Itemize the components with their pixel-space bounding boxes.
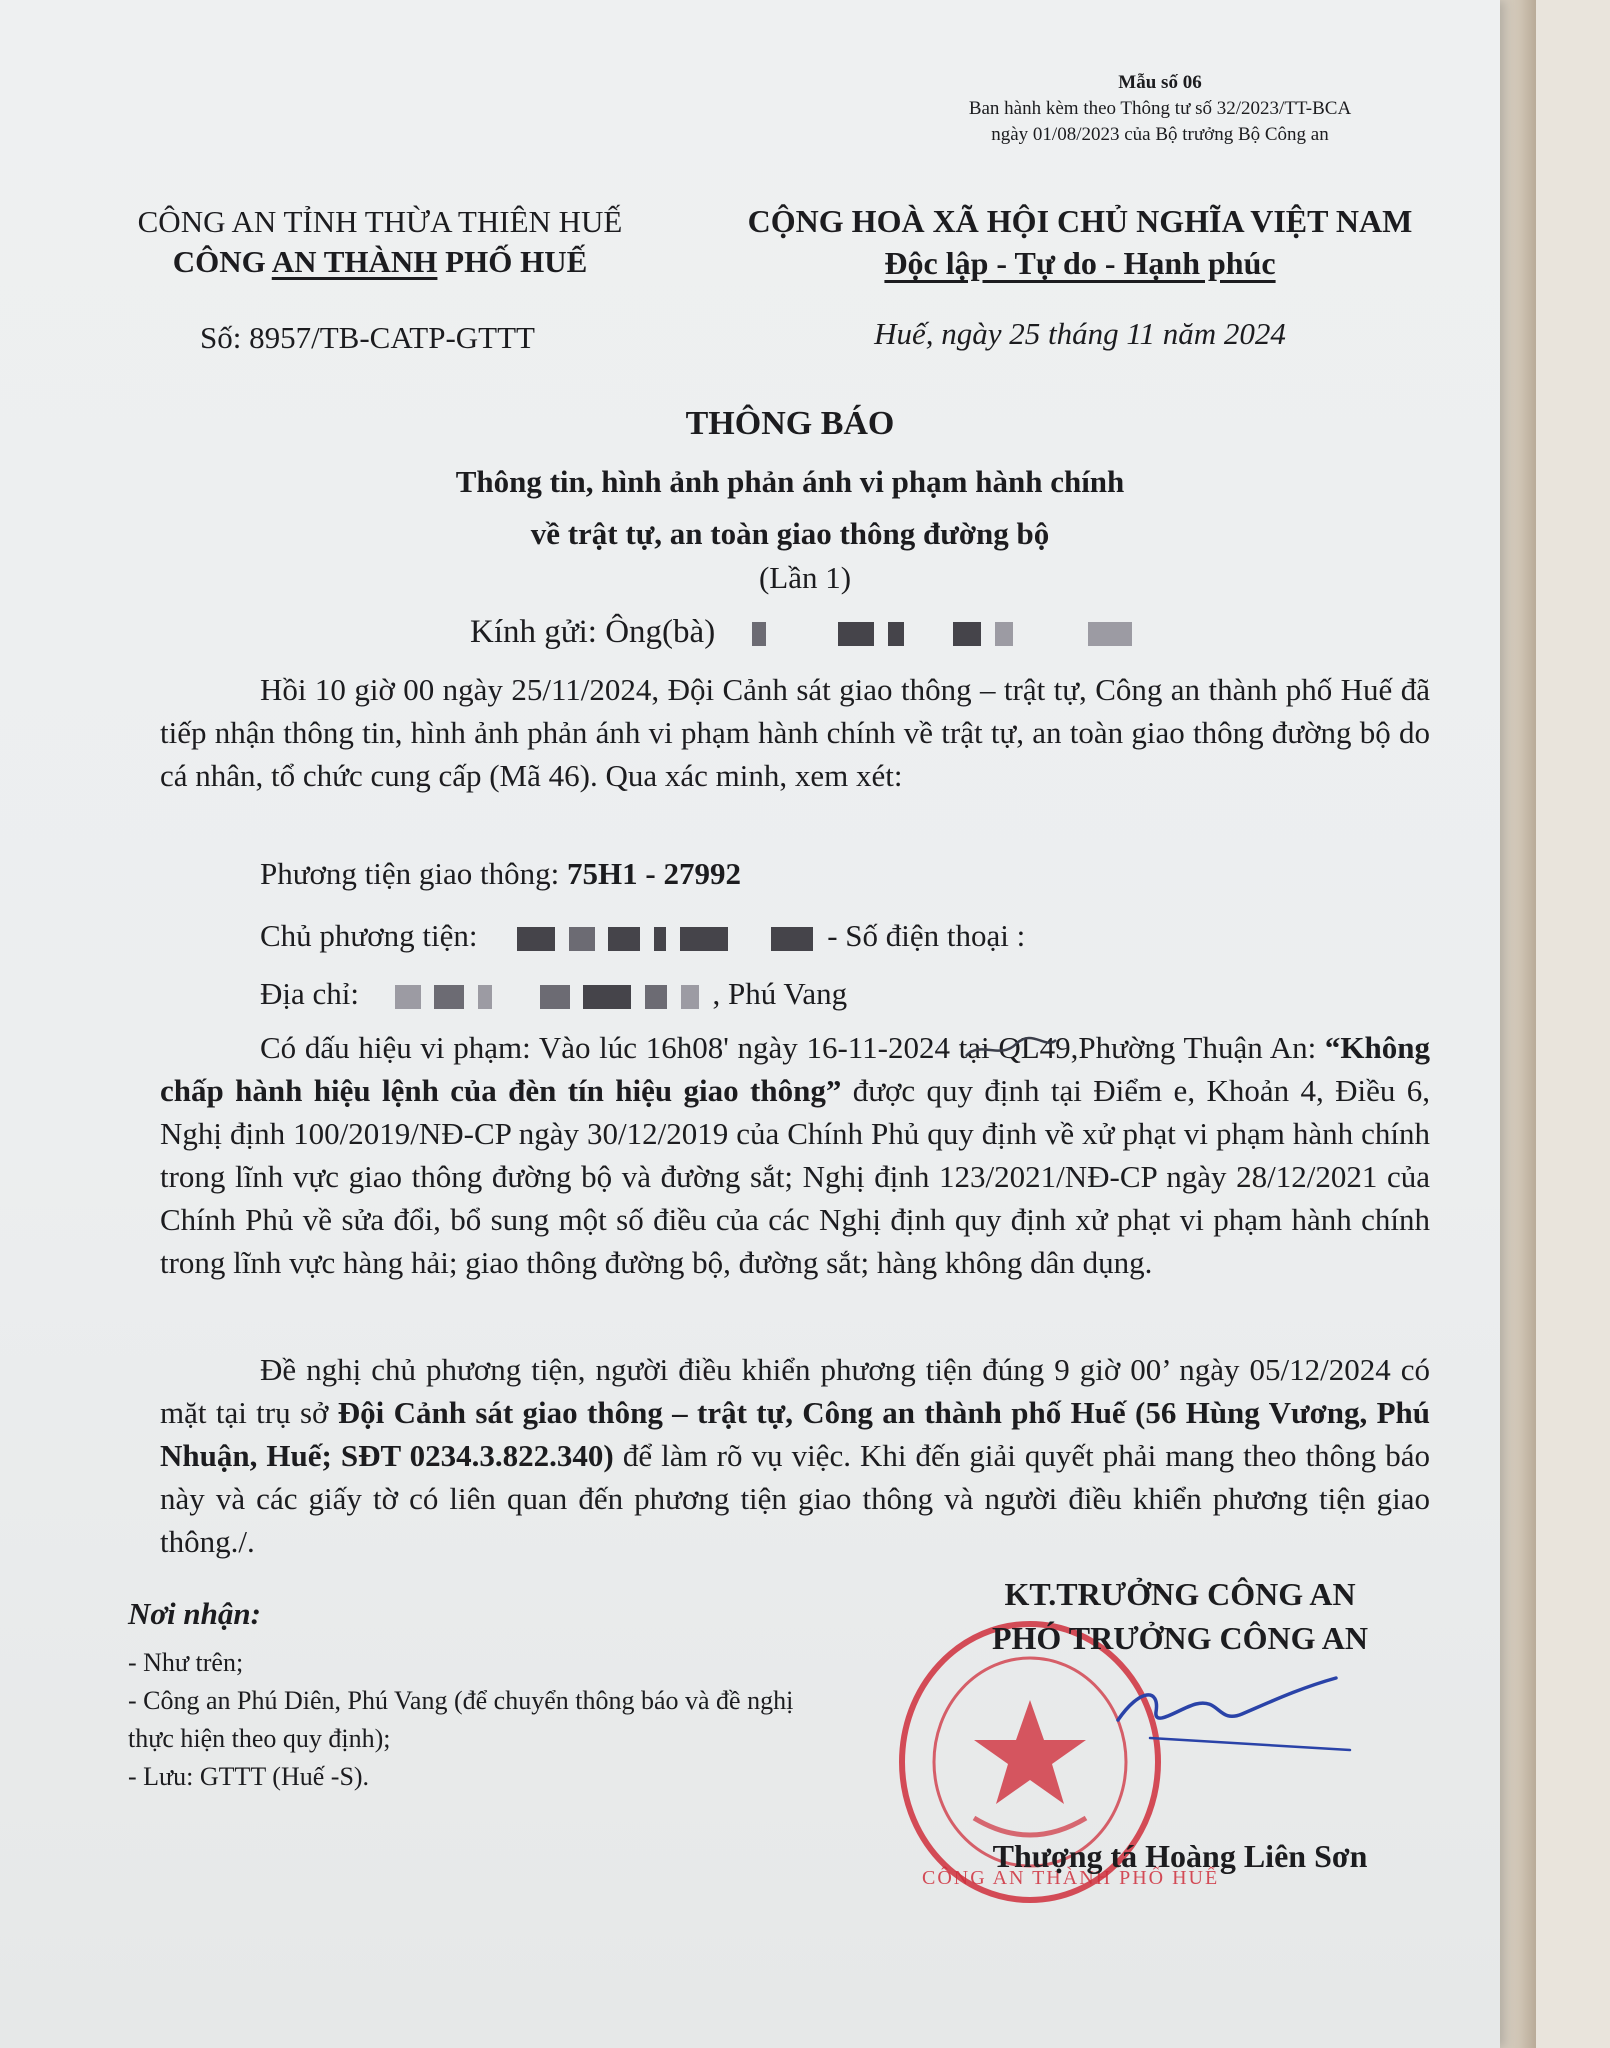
request-paragraph (160, 1348, 1430, 1563)
form-issued-line2: ngày 01/08/2023 của Bộ trưởng Bộ Công an (991, 124, 1329, 145)
redacted-block (752, 622, 766, 646)
redacted-block (540, 985, 570, 1009)
document-title: THÔNG BÁO (685, 405, 895, 442)
redacted-block (654, 927, 666, 951)
redacted-block (478, 985, 492, 1009)
owner-label: Chủ phương tiện: (260, 918, 478, 953)
redacted-block (888, 622, 904, 646)
redacted-block (583, 985, 631, 1009)
notice-attempt: (Lần 1) (758, 560, 852, 595)
subtitle-line1: Thông tin, hình ảnh phản ánh vi phạm hành chính (455, 464, 1125, 499)
redacted-block (569, 927, 595, 951)
address-tail: , Phú Vang (712, 976, 848, 1011)
document-number: Số: 8957/TB-CATP-GTTT (200, 320, 535, 355)
agency-name-part1: CÔNG (172, 244, 272, 279)
redacted-block (995, 622, 1013, 646)
redacted-block (953, 622, 981, 646)
form-issued-line1: Ban hành kèm theo Thông tư số 32/2023/TT-BCA (968, 98, 1352, 119)
recipient-item: - Như trên; (128, 1648, 244, 1677)
recipients-list (128, 1644, 828, 1796)
national-heading (700, 200, 1460, 284)
request-location: Đội Cảnh sát giao thông – trật tự, Công an thành phố Huế (56 Hùng Vương, Phú Nhuận, Huế; SĐT 0234.3.822.340) (160, 1395, 1431, 1473)
nation-name: CỘNG HOÀ XÃ HỘI CHỦ NGHĨA VIỆT NAM (747, 203, 1413, 239)
form-number: Mẫu số 06 (1118, 72, 1202, 93)
signature-title-1: KT.TRƯỞNG CÔNG AN (1004, 1576, 1356, 1612)
national-motto: Độc lập - Tự do - Hạnh phúc (884, 245, 1276, 281)
violation-type: “Không chấp hành hiệu lệnh của đèn tín hiệu giao thông” (160, 1030, 1430, 1108)
request-text-2: để làm rõ vụ việc. Khi đến giải quyết phải mang theo thông báo này và các giấy tờ có liên quan đến phương tiện giao thông và người điều khiển phương tiện giao thông./. (160, 1438, 1430, 1559)
agency-name (100, 242, 660, 282)
address-line (260, 976, 847, 1012)
recipient-item: - Lưu: GTTT (Huế -S). (128, 1762, 370, 1791)
place-date: Huế, ngày 25 tháng 11 năm 2024 (874, 316, 1286, 351)
agency-parent: CÔNG AN TỈNH THỪA THIÊN HUẾ (137, 204, 623, 239)
background-edge (1496, 0, 1536, 2048)
signature-block (930, 1572, 1430, 1660)
violation-text-2: được quy định tại Điểm e, Khoản 4, Điều 6, Nghị định 100/2019/NĐ-CP ngày 30/12/2019 của Chính Phủ quy định về xử phạt vi phạm hành chính trong lĩnh vực giao thông đường bộ và đường sắt; Nghị định 123/2021/NĐ-CP ngày 28/12/2021 của Chính Phủ về sửa đổi, bổ sung một số điều của các Nghị định quy định xử phạt vi phạm hành chính trong lĩnh vực hàng hải; giao thông đường bộ, đường sắt; hàng không dân dụng. (160, 1073, 1431, 1280)
form-reference (880, 70, 1440, 148)
vehicle-line (260, 856, 741, 892)
recipient-label: Kính gửi: Ông(bà) (470, 614, 716, 650)
address-label: Địa chỉ: (260, 976, 359, 1011)
violation-text-1: Có dấu hiệu vi phạm: Vào lúc 16h08' ngày 16-11-2024 tại QL49,Phường Thuận An: (260, 1030, 1325, 1065)
subtitle-line2: về trật tự, an toàn giao thông đường bộ (530, 516, 1050, 551)
intro-paragraph: Hồi 10 giờ 00 ngày 25/11/2024, Đội Cảnh sát giao thông – trật tự, Công an thành phố Huế đã tiếp nhận thông tin, hình ảnh phản ánh vi phạm hành chính về trật tự, an toàn giao thông đường bộ do cá nhân, tổ chức cung cấp (Mã 46). Qua xác minh, xem xét: (160, 672, 1430, 793)
vehicle-label: Phương tiện giao thông: (260, 856, 568, 891)
signer-name: Thượng tá Hoàng Liên Sơn (992, 1838, 1368, 1874)
redacted-block (1088, 622, 1132, 646)
redacted-block (771, 927, 813, 951)
recipient-line (470, 614, 1138, 651)
redacted-block (434, 985, 464, 1009)
issuing-agency (100, 202, 660, 282)
redacted-block (395, 985, 421, 1009)
recipients-title: Nơi nhận: (128, 1596, 261, 1631)
vehicle-plate: 75H1 - 27992 (567, 856, 741, 891)
owner-line (260, 918, 1025, 954)
redacted-block (680, 927, 728, 951)
document-subtitle (0, 456, 1580, 560)
redacted-block (645, 985, 667, 1009)
signature-title-2: PHÓ TRƯỞNG CÔNG AN (991, 1620, 1368, 1656)
violation-paragraph (160, 1026, 1430, 1284)
redacted-block (681, 985, 699, 1009)
redacted-block (608, 927, 640, 951)
handwritten-correction-mark (960, 1030, 1060, 1072)
recipient-item: - Công an Phú Diên, Phú Vang (để chuyển thông báo và đề nghị thực hiện theo quy định); (128, 1686, 794, 1753)
redacted-block (838, 622, 874, 646)
request-text-1: Đề nghị chủ phương tiện, người điều khiển phương tiện đúng 9 giờ 00’ ngày 05/12/2024 có mặt tại trụ sở (160, 1352, 1430, 1430)
agency-name-part3: PHỐ HUẾ (437, 244, 588, 279)
redacted-block (517, 927, 555, 951)
phone-label: - Số điện thoại : (827, 918, 1026, 953)
seal-text: CÔNG AN THÀNH PHỐ HUẾ (922, 1867, 1220, 1889)
agency-name-underlined: AN THÀNH (271, 244, 438, 279)
handwritten-signature (1110, 1668, 1360, 1758)
